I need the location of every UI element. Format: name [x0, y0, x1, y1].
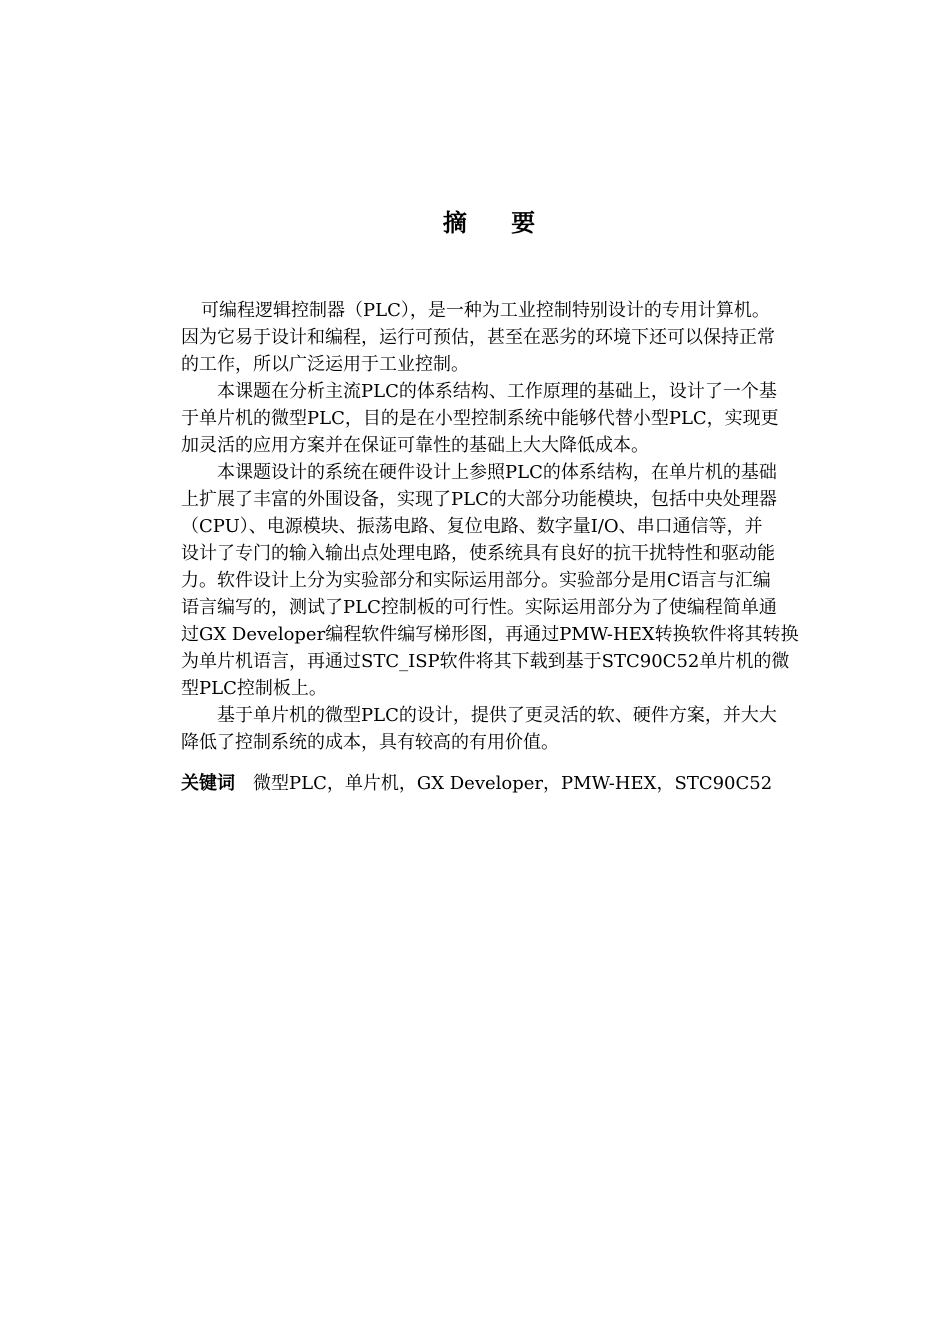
paragraph-1: [181, 297, 813, 378]
paragraph-3: [181, 459, 813, 702]
text-line: （CPU）、电源模块、振荡电路、复位电路、数字量I/O、串口通信等，并: [181, 516, 763, 537]
text-line: 本课题在分析主流PLC的体系结构、工作原理的基础上，设计了一个基: [217, 381, 777, 402]
keywords-text: 微型PLC，单片机，GX Developer，PMW-HEX，STC90C52: [253, 773, 773, 794]
text-line: 过GX Developer编程软件编写梯形图，再通过PMW-HEX转换软件将其转换: [181, 624, 799, 645]
text-line: 可编程逻辑控制器（PLC），是一种为工业控制特别设计的专用计算机。: [201, 300, 770, 321]
text-line: 加灵活的应用方案并在保证可靠性的基础上大大降低成本。: [181, 435, 649, 456]
abstract-body: [181, 297, 813, 756]
text-line: 型PLC控制板上。: [181, 678, 327, 699]
text-line: 语言编写的，测试了PLC控制板的可行性。实际运用部分为了使编程简单通: [181, 597, 777, 618]
text-line: 为单片机语言，再通过STC_ISP软件将其下载到基于STC90C52单片机的微: [181, 651, 790, 672]
keywords-label: 关键词: [181, 773, 235, 794]
paragraph-4: [181, 702, 813, 756]
text-line: 降低了控制系统的成本，具有较高的有用价值。: [181, 732, 559, 753]
text-line: 因为它易于设计和编程，运行可预估，甚至在恶劣的环境下还可以保持正常: [181, 327, 775, 348]
page-title: 摘 要: [442, 209, 554, 237]
text-line: 力。软件设计上分为实验部分和实际运用部分。实验部分是用C语言与汇编: [181, 570, 771, 591]
text-line: 本课题设计的系统在硬件设计上参照PLC的体系结构，在单片机的基础: [217, 462, 777, 483]
text-line: 的工作，所以广泛运用于工业控制。: [181, 354, 469, 375]
keywords-line: [181, 770, 821, 797]
text-line: 设计了专门的输入输出点处理电路，使系统具有良好的抗干扰特性和驱动能: [181, 543, 775, 564]
text-line: 于单片机的微型PLC，目的是在小型控制系统中能够代替小型PLC，实现更: [181, 408, 779, 429]
paragraph-2: [181, 378, 813, 459]
text-line: 上扩展了丰富的外围设备，实现了PLC的大部分功能模块，包括中央处理器: [181, 489, 777, 510]
text-line: 基于单片机的微型PLC的设计，提供了更灵活的软、硬件方案，并大大: [217, 705, 777, 726]
